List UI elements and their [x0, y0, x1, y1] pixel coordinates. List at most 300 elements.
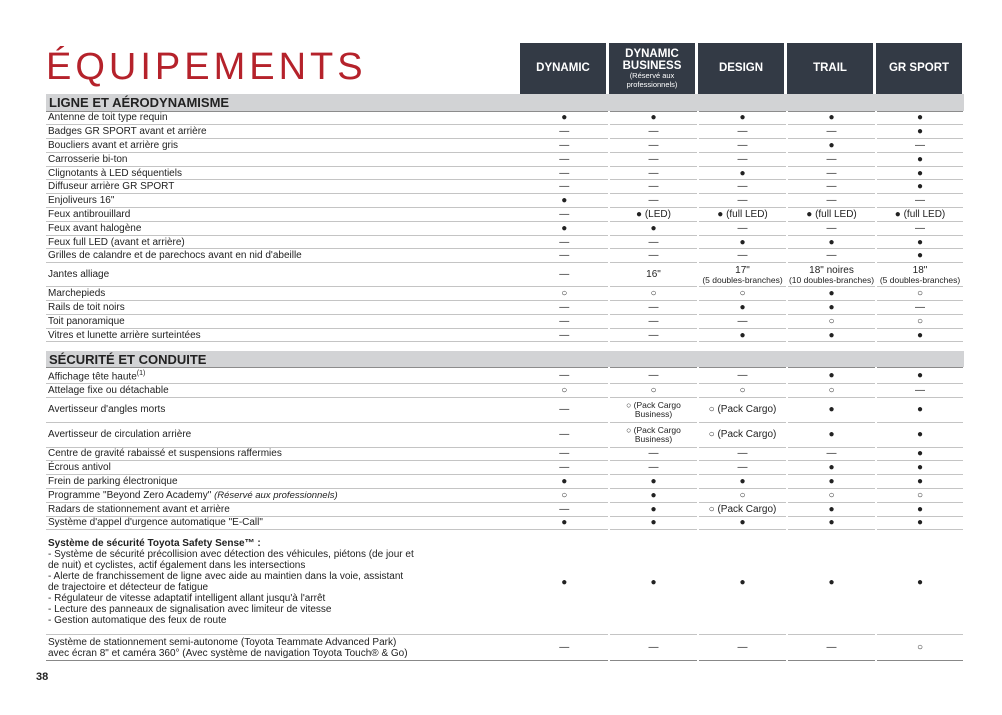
value-cell: [876, 383, 964, 397]
value-text: ●: [916, 462, 924, 474]
value-text: ●: [739, 236, 746, 248]
value-cell: [787, 263, 876, 287]
row-label-cell: [46, 111, 520, 125]
value-text: ●: [916, 167, 924, 179]
value-cell: [876, 180, 964, 194]
value-cell: [787, 208, 876, 222]
value-text: ● (full LED): [894, 208, 946, 220]
row-label-cell: [46, 516, 520, 530]
value-text: —: [559, 462, 570, 474]
section-header: [46, 94, 964, 111]
table-row: [46, 125, 964, 139]
value-text: —: [826, 222, 837, 234]
value-text: ●: [828, 288, 835, 300]
value-text: 16": [646, 269, 661, 281]
row-label: Boucliers avant et arrière gris: [48, 139, 179, 151]
row-label-cell: [46, 166, 520, 180]
value-cell: [698, 208, 787, 222]
row-label-cell: [46, 488, 520, 502]
value-cell: [876, 235, 964, 249]
value-text: ●: [739, 517, 746, 529]
value-text: —: [648, 301, 659, 313]
table-row: [46, 301, 964, 315]
value-cell: [698, 301, 787, 315]
section-header: [46, 351, 964, 368]
value-cell: [520, 221, 609, 235]
row-label: Avertisseur de circulation arrière: [48, 429, 192, 441]
value-cell: [698, 516, 787, 530]
value-cell: [698, 152, 787, 166]
value-text: —: [826, 153, 837, 165]
value-cell: [876, 208, 964, 222]
value-cell: [787, 314, 876, 328]
value-cell: [787, 368, 876, 383]
row-label-cell: [46, 475, 520, 489]
value-cell: [787, 328, 876, 342]
table-row: [46, 314, 964, 328]
value-text: —: [737, 250, 748, 262]
row-label: Frein de parking électronique: [48, 476, 178, 488]
value-cell: [787, 125, 876, 139]
row-label: Antenne de toit type requin: [48, 112, 168, 124]
value-text: ●: [650, 489, 657, 501]
value-text: ●: [916, 329, 924, 341]
value-text: —: [559, 315, 570, 327]
row-label: Programme "Beyond Zero Academy": [48, 489, 212, 501]
value-text: ○ (Pack Cargo): [708, 429, 777, 441]
table-row: [46, 111, 964, 125]
row-label: Avertisseur d'angles morts: [48, 404, 166, 416]
value-cell: [698, 249, 787, 263]
value-cell: [787, 287, 876, 301]
value-cell: [787, 221, 876, 235]
value-cell: [520, 383, 609, 397]
value-text: —: [559, 139, 570, 151]
value-text: —: [737, 315, 748, 327]
value-cell: [787, 488, 876, 502]
value-cell: [876, 635, 964, 661]
value-text: —: [648, 448, 659, 460]
value-text: ●: [739, 329, 746, 341]
value-note: (5 doubles-branches): [702, 274, 783, 285]
table-row: [46, 194, 964, 208]
value-cell: [609, 287, 698, 301]
row-label-cell: [46, 180, 520, 194]
value-cell: [787, 516, 876, 530]
value-text: ●: [916, 236, 924, 248]
value-cell: [876, 152, 964, 166]
value-text: —: [559, 250, 570, 262]
value-cell: [520, 488, 609, 502]
value-text: —: [737, 153, 748, 165]
value-text: ○: [650, 288, 657, 300]
table-row: [46, 139, 964, 153]
value-cell: [787, 383, 876, 397]
value-text: ●: [650, 517, 657, 529]
value-cell: [787, 530, 876, 635]
value-cell: [698, 221, 787, 235]
value-text: —: [648, 167, 659, 179]
value-cell: [876, 139, 964, 153]
section-spacer: [46, 342, 964, 351]
row-label: Grilles de calandre et de parechocs avant en nid d'abeille: [48, 250, 302, 262]
value-cell: [787, 180, 876, 194]
value-text: 18": [912, 264, 928, 276]
value-note: (5 doubles-branches): [879, 274, 961, 285]
value-text: —: [559, 448, 570, 460]
value-cell: [520, 111, 609, 125]
row-label: Centre de gravité rabaissé et suspensions raffermies: [48, 448, 282, 460]
page-number: 38: [36, 671, 49, 683]
value-cell: [876, 263, 964, 287]
value-note: (10 doubles-branches): [788, 274, 875, 285]
value-text: ●: [916, 250, 924, 262]
value-text: ○: [561, 489, 568, 501]
table-row: [46, 152, 964, 166]
value-cell: [876, 475, 964, 489]
value-cell: [876, 516, 964, 530]
table-row: [46, 287, 964, 301]
value-text: ●: [916, 448, 924, 460]
row-label-cell: [46, 249, 520, 263]
value-cell: [787, 447, 876, 461]
column-header-design: [698, 43, 784, 94]
value-cell: [876, 301, 964, 315]
value-cell: [698, 502, 787, 516]
value-cell: [609, 635, 698, 661]
row-label-line: - Système de sécurité précollision avec détection des véhicules, piétons (de jour et: [48, 549, 414, 561]
value-cell: [698, 635, 787, 661]
row-label: Clignotants à LED séquentiels: [48, 167, 182, 179]
value-text: —: [915, 384, 926, 396]
value-text: —: [826, 167, 837, 179]
value-text: —: [648, 126, 659, 138]
value-text: —: [915, 301, 926, 313]
value-cell: [876, 125, 964, 139]
table-row: [46, 368, 964, 383]
value-cell: [520, 166, 609, 180]
row-label: Carrosserie bi-ton: [48, 153, 128, 165]
equipment-table: [46, 94, 965, 661]
value-text: —: [559, 301, 570, 313]
value-cell: [876, 502, 964, 516]
value-cell: [787, 249, 876, 263]
row-label-cell: [46, 139, 520, 153]
value-cell: [609, 328, 698, 342]
value-cell: [520, 180, 609, 194]
table-row: [46, 263, 964, 287]
value-text: —: [648, 329, 659, 341]
value-cell: [609, 208, 698, 222]
value-cell: [698, 397, 787, 422]
value-cell: [876, 166, 964, 180]
column-name: DESIGN: [718, 62, 764, 75]
value-cell: [787, 152, 876, 166]
value-cell: [609, 249, 698, 263]
section-title: SÉCURITÉ ET CONDUITE: [46, 351, 964, 368]
value-text: ●: [828, 517, 835, 529]
table-row: [46, 502, 964, 516]
value-text: —: [648, 153, 659, 165]
value-cell: [609, 194, 698, 208]
value-cell: [609, 530, 698, 635]
value-cell: [520, 368, 609, 383]
row-label-cell: [46, 287, 520, 301]
value-text: —: [826, 642, 837, 654]
value-text: ●: [828, 429, 835, 441]
row-label-line: - Lecture des panneaux de signalisation avec limiteur de vitesse: [48, 604, 332, 616]
value-cell: [876, 111, 964, 125]
value-text: —: [559, 370, 570, 382]
value-text: ●: [739, 476, 746, 488]
value-cell: [787, 397, 876, 422]
value-cell: [609, 180, 698, 194]
value-cell: [609, 383, 698, 397]
row-label: Feux antibrouillard: [48, 208, 131, 220]
value-text: —: [737, 195, 748, 207]
table-row: [46, 383, 964, 397]
value-text: —: [648, 370, 659, 382]
value-text: ○: [828, 489, 835, 501]
value-text: ●: [828, 476, 835, 488]
table-row: [46, 516, 964, 530]
value-cell: [609, 461, 698, 475]
value-cell: [609, 368, 698, 383]
column-subtitle: (Réservé aux professionnels): [626, 71, 678, 89]
value-cell: [787, 139, 876, 153]
column-name: DYNAMIC BUSINESS: [622, 48, 682, 73]
value-cell: [520, 235, 609, 249]
value-cell: [698, 475, 787, 489]
value-cell: [520, 502, 609, 516]
value-cell: [520, 263, 609, 287]
value-text: —: [648, 195, 659, 207]
table-row: [46, 180, 964, 194]
column-header-dynamic-business: [609, 43, 695, 94]
row-label: Écrous antivol: [48, 462, 111, 474]
value-cell: [609, 139, 698, 153]
value-text: ○ (Pack Cargo): [708, 503, 777, 515]
value-text: —: [559, 404, 570, 416]
value-text: ●: [828, 576, 835, 588]
value-cell: [698, 368, 787, 383]
row-label-cell: [46, 314, 520, 328]
value-cell: [609, 422, 698, 447]
value-text: ●: [828, 503, 835, 515]
value-cell: [520, 194, 609, 208]
row-label: Marchepieds: [48, 288, 106, 300]
value-text: —: [737, 139, 748, 151]
value-cell: [876, 368, 964, 383]
value-text: —: [559, 236, 570, 248]
value-cell: [520, 152, 609, 166]
value-text: —: [737, 222, 748, 234]
value-cell: [787, 422, 876, 447]
value-text: ●: [916, 429, 924, 441]
value-text: ○: [916, 489, 924, 501]
value-cell: [520, 139, 609, 153]
column-header-row: [520, 43, 962, 94]
table-row: [46, 221, 964, 235]
value-text: —: [559, 429, 570, 441]
table-row: [46, 635, 964, 661]
value-cell: [787, 301, 876, 315]
value-text: ○ (Pack Cargo Business): [626, 400, 681, 419]
value-text: —: [559, 329, 570, 341]
row-label-cell: [46, 461, 520, 475]
row-label-note: (Réservé aux professionnels): [214, 489, 338, 501]
value-cell: [876, 530, 964, 635]
value-text: —: [648, 250, 659, 262]
table-row: [46, 461, 964, 475]
row-label-cell: [46, 208, 520, 222]
value-text: ●: [916, 503, 924, 515]
value-cell: [876, 488, 964, 502]
row-label-cell: [46, 447, 520, 461]
value-cell: [698, 422, 787, 447]
value-text: —: [559, 503, 570, 515]
value-text: —: [737, 370, 748, 382]
table-row: [46, 208, 964, 222]
value-cell: [609, 263, 698, 287]
value-text: ○: [561, 288, 568, 300]
value-cell: [698, 111, 787, 125]
value-text: ●: [916, 517, 924, 529]
table-row: [46, 530, 964, 635]
value-text: ●: [916, 112, 924, 124]
value-text: ●: [828, 404, 835, 416]
row-label-cell: [46, 635, 520, 661]
value-text: ○: [739, 288, 746, 300]
row-label: Feux full LED (avant et arrière): [48, 236, 185, 248]
value-text: ●: [561, 576, 568, 588]
column-header-trail: [787, 43, 873, 94]
table-row: [46, 328, 964, 342]
value-cell: [609, 397, 698, 422]
value-text: ●: [916, 370, 924, 382]
column-name: TRAIL: [813, 62, 847, 75]
column-name: DYNAMIC: [536, 62, 590, 75]
value-cell: [698, 461, 787, 475]
row-label-line: - Gestion automatique des feux de route: [48, 615, 227, 627]
table-row: [46, 249, 964, 263]
row-label-cell: [46, 152, 520, 166]
value-text: —: [826, 126, 837, 138]
value-text: —: [826, 195, 837, 207]
value-cell: [876, 221, 964, 235]
value-cell: [609, 152, 698, 166]
value-text: —: [559, 126, 570, 138]
value-text: —: [737, 448, 748, 460]
value-cell: [698, 383, 787, 397]
row-label-cell: [46, 301, 520, 315]
value-text: —: [559, 167, 570, 179]
row-label-line: - Régulateur de vitesse adaptatif intelligent allant jusqu'à l'arrêt: [48, 593, 326, 605]
value-cell: [520, 301, 609, 315]
row-label: Attelage fixe ou détachable: [48, 384, 169, 396]
value-cell: [876, 287, 964, 301]
spacer-cell: [46, 342, 964, 351]
value-text: ●: [828, 462, 835, 474]
value-cell: [698, 447, 787, 461]
value-cell: [520, 530, 609, 635]
column-header-dynamic: [520, 43, 606, 94]
value-cell: [609, 166, 698, 180]
value-text: —: [826, 448, 837, 460]
value-text: ●: [650, 112, 657, 124]
value-cell: [698, 530, 787, 635]
value-cell: [520, 635, 609, 661]
value-text: ●: [739, 112, 746, 124]
value-cell: [520, 125, 609, 139]
value-cell: [876, 397, 964, 422]
value-text: —: [559, 181, 570, 193]
value-text: —: [648, 181, 659, 193]
value-cell: [698, 180, 787, 194]
value-cell: [520, 314, 609, 328]
value-text: ●: [561, 112, 568, 124]
value-cell: [876, 328, 964, 342]
value-text: ○ (Pack Cargo): [708, 404, 777, 416]
row-label: Diffuseur arrière GR SPORT: [48, 181, 175, 193]
value-cell: [609, 221, 698, 235]
value-text: —: [559, 153, 570, 165]
value-text: ○: [916, 642, 924, 654]
value-cell: [698, 287, 787, 301]
value-cell: [609, 111, 698, 125]
value-cell: [520, 208, 609, 222]
value-cell: [876, 249, 964, 263]
value-text: ●: [561, 517, 568, 529]
value-text: —: [648, 139, 659, 151]
value-cell: [698, 263, 787, 287]
row-label-cell: [46, 368, 520, 383]
value-text: ●: [650, 222, 657, 234]
value-cell: [520, 397, 609, 422]
value-cell: [787, 502, 876, 516]
value-cell: [698, 328, 787, 342]
value-text: ●: [916, 476, 924, 488]
value-cell: [609, 301, 698, 315]
value-cell: [609, 488, 698, 502]
table-row: [46, 166, 964, 180]
row-label-line: de nuit) et cyclistes, actif également dans les intersections: [48, 560, 306, 572]
value-cell: [787, 111, 876, 125]
value-cell: [698, 235, 787, 249]
value-cell: [609, 475, 698, 489]
row-label-cell: [46, 397, 520, 422]
row-label-cell: [46, 235, 520, 249]
value-cell: [698, 488, 787, 502]
row-label: Badges GR SPORT avant et arrière: [48, 126, 207, 138]
value-text: —: [559, 269, 570, 281]
value-cell: [698, 125, 787, 139]
value-text: ●: [650, 503, 657, 515]
value-cell: [787, 475, 876, 489]
value-cell: [520, 287, 609, 301]
value-text: ●: [828, 236, 835, 248]
value-cell: [698, 139, 787, 153]
row-label-cell: [46, 194, 520, 208]
row-label-cell: [46, 502, 520, 516]
value-text: —: [559, 642, 570, 654]
value-cell: [520, 422, 609, 447]
row-label-cell: [46, 530, 520, 635]
table-row: [46, 235, 964, 249]
value-text: ●: [828, 370, 835, 382]
value-cell: [520, 249, 609, 263]
value-text: ○: [650, 384, 657, 396]
